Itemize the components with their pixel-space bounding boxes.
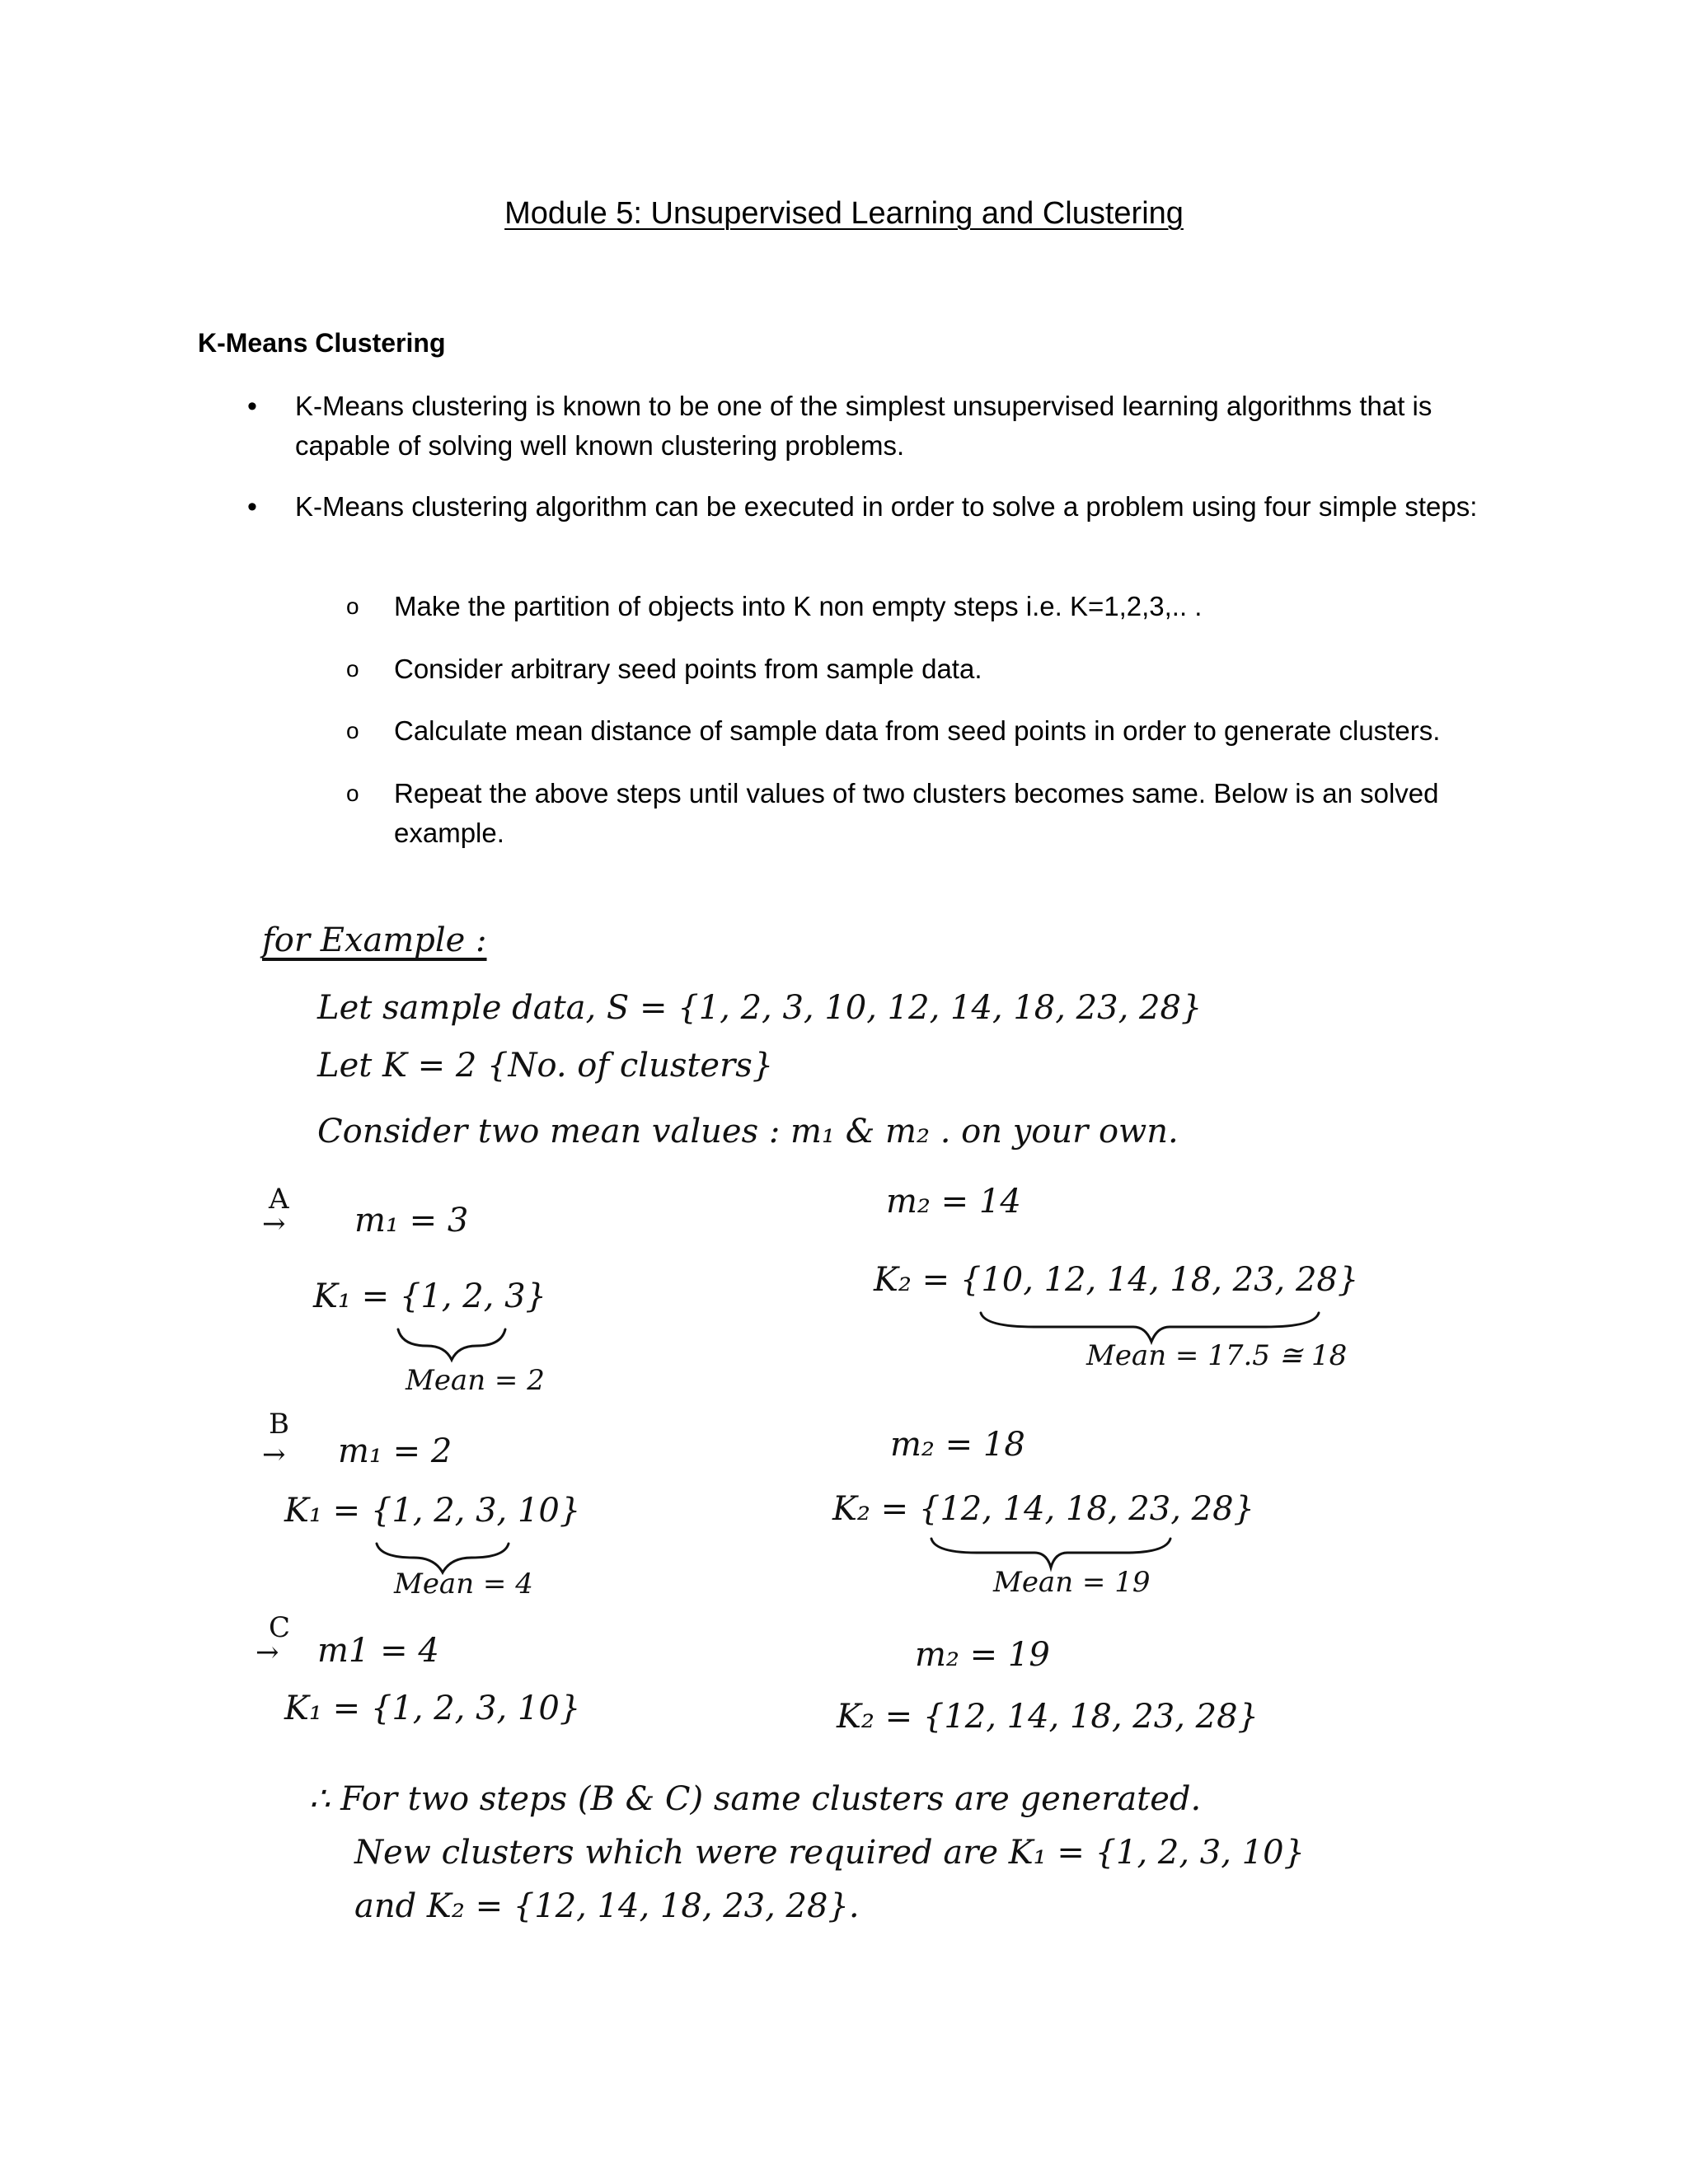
sub-bullet-marker: o — [346, 718, 359, 743]
step-a-m2: m₂ = 14 — [886, 1183, 1021, 1221]
step-c-label: C — [269, 1611, 291, 1644]
step-a-mean1: Mean = 2 — [406, 1364, 545, 1397]
step-text: Calculate mean distance of sample data from seed points in order to generate clusters. — [394, 715, 1441, 746]
consider-means-line: Consider two mean values : m₁ & m₂ . on your own. — [317, 1113, 1179, 1151]
conclusion-line: New clusters which were required are K₁ = {1, 2, 3, 10} — [354, 1834, 1306, 1872]
step-a-k2: K₂ = {10, 12, 14, 18, 23, 28} — [874, 1261, 1359, 1299]
bullet-marker: • — [247, 491, 257, 523]
step-a-label: A — [269, 1183, 289, 1216]
step-c-m2: m₂ = 19 — [915, 1636, 1050, 1674]
arrow-icon: → — [262, 1438, 286, 1471]
section-heading: K-Means Clustering — [198, 328, 446, 358]
step-b-mean2: Mean = 19 — [993, 1566, 1151, 1599]
sub-bullet-marker: o — [346, 593, 359, 619]
step-b-label: B — [269, 1408, 289, 1441]
arrow-icon: → — [256, 1636, 279, 1669]
step-b-mean1: Mean = 4 — [394, 1568, 533, 1601]
bullet-marker: • — [247, 391, 257, 422]
step-b-m1: m₁ = 2 — [338, 1432, 452, 1470]
step-b-k1: K₁ = {1, 2, 3, 10} — [284, 1492, 581, 1530]
page-title: Module 5: Unsupervised Learning and Clustering — [504, 196, 1184, 231]
step-text: Repeat the above steps until values of two clusters becomes same. Below is an solved example. — [394, 778, 1439, 848]
sample-data-line: Let sample data, S = {1, 2, 3, 10, 12, 14, 18, 23, 28} — [317, 989, 1203, 1027]
step-c-k1: K₁ = {1, 2, 3, 10} — [284, 1690, 581, 1727]
conclusion-line: and K₂ = {12, 14, 18, 23, 28}. — [354, 1887, 860, 1925]
conclusion-line: ∴ For two steps (B & C) same clusters are generated. — [309, 1780, 1202, 1818]
sub-bullet-marker: o — [346, 656, 359, 682]
k-definition-line: Let K = 2 {No. of clusters} — [317, 1047, 774, 1085]
arrow-icon: → — [262, 1207, 286, 1240]
step-b-k2: K₂ = {12, 14, 18, 23, 28} — [832, 1490, 1254, 1528]
step-a-m1: m₁ = 3 — [354, 1202, 469, 1240]
step-a-k1: K₁ = {1, 2, 3} — [313, 1277, 546, 1315]
step-c-k2: K₂ = {12, 14, 18, 23, 28} — [837, 1698, 1259, 1736]
sub-bullet-marker: o — [346, 780, 359, 806]
step-a-k1-brace — [394, 1325, 509, 1366]
bullet-text: K-Means clustering algorithm can be executed in order to solve a problem using four simple steps: — [295, 491, 1478, 522]
bullet-text: K-Means clustering is known to be one of the simplest unsupervised learning algorithms that is capable of solving well known clustering problems. — [295, 391, 1432, 461]
step-text: Consider arbitrary seed points from sample data. — [394, 654, 982, 684]
step-c-m1: m1 = 4 — [317, 1632, 439, 1670]
handwritten-heading: for Example : — [262, 921, 487, 959]
step-text: Make the partition of objects into K non empty steps i.e. K=1,2,3,.. . — [394, 591, 1203, 621]
step-b-m2: m₂ = 18 — [890, 1426, 1025, 1464]
step-a-mean2: Mean = 17.5 ≅ 18 — [1086, 1339, 1348, 1372]
